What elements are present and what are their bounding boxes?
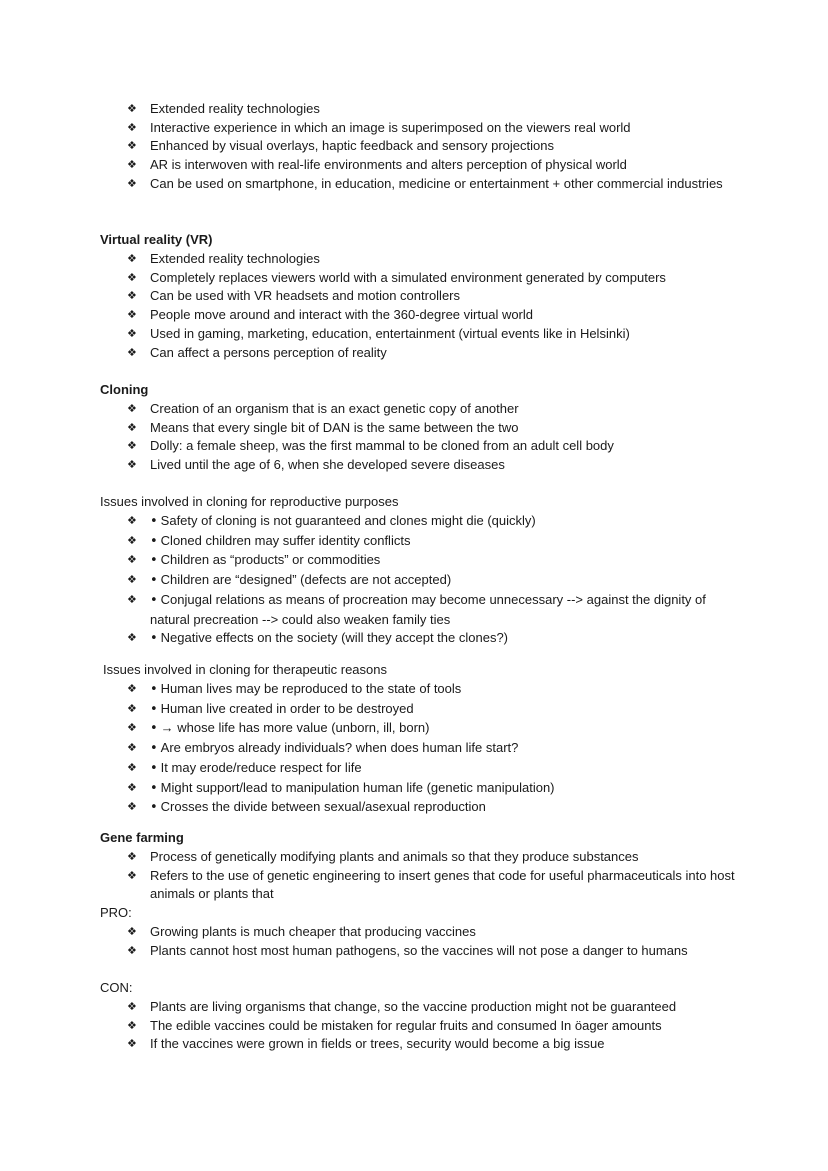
diamond-bullet-icon: ❖ [127, 721, 137, 735]
list-item [127, 571, 737, 591]
diamond-bullet-icon: ❖ [127, 345, 137, 359]
inline-dot-icon: • [150, 721, 158, 737]
cloning-heading: Cloning [100, 382, 149, 397]
diamond-bullet-icon: ❖ [127, 139, 137, 153]
list-item [127, 942, 737, 961]
list-item [127, 629, 737, 649]
diamond-bullet-icon: ❖ [127, 682, 137, 695]
gene-farming-list [127, 848, 737, 904]
list-item [127, 998, 737, 1017]
diamond-bullet-icon: ❖ [127, 289, 137, 303]
list-item [127, 137, 737, 156]
diamond-bullet-icon: ❖ [127, 402, 137, 415]
diamond-bullet-icon: ❖ [127, 439, 137, 453]
list-item-text: Human lives may be reproduced to the state of tools [160, 681, 462, 696]
list-item-text: Children are “designed” (defects are not accepted) [160, 572, 452, 588]
list-item-text: It may erode/reduce respect for life [160, 759, 362, 775]
list-item-text: Might support/lead to manipulation human life (genetic manipulation) [160, 779, 555, 795]
diamond-bullet-icon: ❖ [127, 925, 137, 938]
diamond-bullet-icon: ❖ [127, 592, 137, 606]
list-item [127, 250, 737, 269]
list-item-text: Refers to the use of genetic engineering to insert genes that code for useful pharmaceuticals into host animals or plants that [150, 867, 735, 902]
therapeutic-issues-list [127, 680, 737, 818]
diamond-bullet-icon: ❖ [127, 533, 137, 547]
list-item-text: Are embryos already individuals? when does human life start? [160, 740, 519, 756]
list-item [127, 400, 737, 419]
diamond-bullet-icon: ❖ [127, 943, 137, 957]
list-item [127, 591, 737, 629]
diamond-bullet-icon: ❖ [127, 158, 137, 172]
inline-dot-icon: • [150, 701, 158, 717]
reproductive-issues-list [127, 512, 737, 649]
list-item-text: Human live created in order to be destroyed [160, 700, 414, 716]
diamond-bullet-icon: ❖ [127, 420, 137, 434]
list-item-text: Extended reality technologies [150, 101, 320, 116]
inline-dot-icon: • [150, 780, 158, 796]
list-item-text: Lived until the age of 6, when she developed severe diseases [150, 457, 505, 473]
inline-dot-icon: • [150, 592, 158, 608]
diamond-bullet-icon: ❖ [127, 850, 137, 863]
diamond-bullet-icon: ❖ [127, 573, 137, 587]
list-item-text: Process of genetically modifying plants and animals so that they produce substances [150, 849, 639, 864]
inline-dot-icon: • [150, 573, 158, 589]
con-list [127, 998, 737, 1054]
list-item-text: Can affect a persons perception of reality [150, 344, 387, 360]
list-item-text: Conjugal relations as means of procreation may become unnecessary --> against the dignity of natural precreation --> could also weaken family ties [150, 591, 706, 627]
list-item-text: Dolly: a female sheep, was the first mammal to be cloned from an adult cell body [150, 438, 614, 454]
list-item-text: Crosses the divide between sexual/asexual reproduction [160, 799, 486, 815]
diamond-bullet-icon: ❖ [127, 760, 137, 774]
therapeutic-issues-heading: Issues involved in cloning for therapeutic reasons [103, 662, 387, 677]
list-item [127, 512, 737, 532]
list-item-text: Creation of an organism that is an exact genetic copy of another [150, 401, 519, 416]
list-item-text: Enhanced by visual overlays, haptic feedback and sensory projections [150, 138, 554, 154]
list-item-text: Children as “products” or commodities [160, 552, 381, 568]
pro-label: PRO: [100, 905, 132, 920]
diamond-bullet-icon: ❖ [127, 1000, 137, 1013]
diamond-bullet-icon: ❖ [127, 631, 137, 645]
list-item [127, 719, 737, 739]
inline-dot-icon: • [150, 514, 158, 529]
con-label: CON: [100, 980, 133, 995]
inline-dot-icon: • [150, 533, 158, 549]
list-item-text: If the vaccines were grown in fields or trees, security would become a big issue [150, 1036, 605, 1052]
list-item [127, 437, 737, 456]
list-item-text: The edible vaccines could be mistaken for regular fruits and consumed In öager amounts [150, 1017, 662, 1033]
list-item [127, 1035, 737, 1054]
list-item-text: Cloned children may suffer identity conflicts [160, 532, 411, 548]
diamond-bullet-icon: ❖ [127, 326, 137, 340]
list-item [127, 779, 737, 799]
list-item [127, 923, 737, 942]
list-item [127, 456, 737, 475]
cloning-list [127, 400, 737, 475]
list-item [127, 119, 737, 138]
list-item [127, 269, 737, 288]
diamond-bullet-icon: ❖ [127, 308, 137, 322]
list-item [127, 700, 737, 720]
inline-dot-icon: • [150, 760, 158, 776]
diamond-bullet-icon: ❖ [127, 458, 137, 472]
list-item [127, 867, 737, 904]
diamond-bullet-icon: ❖ [127, 514, 137, 527]
diamond-bullet-icon: ❖ [127, 780, 137, 794]
list-item-text: Growing plants is much cheaper that producing vaccines [150, 924, 476, 939]
list-item-text: AR is interwoven with real-life environments and alters perception of physical world [150, 157, 627, 173]
list-item [127, 419, 737, 438]
list-item-text: Used in gaming, marketing, education, entertainment (virtual events like in Helsinki) [150, 325, 630, 341]
diamond-bullet-icon: ❖ [127, 176, 137, 190]
list-item-text: Extended reality technologies [150, 251, 320, 266]
inline-dot-icon: • [150, 631, 158, 647]
vr-heading: Virtual reality (VR) [100, 232, 213, 247]
vr-list [127, 250, 737, 362]
ar-list [127, 100, 737, 194]
list-item [127, 532, 737, 552]
diamond-bullet-icon: ❖ [127, 1018, 137, 1032]
list-item-text: Can be used with VR headsets and motion controllers [150, 288, 461, 304]
diamond-bullet-icon: ❖ [127, 270, 137, 284]
diamond-bullet-icon: ❖ [127, 1037, 137, 1051]
diamond-bullet-icon: ❖ [127, 868, 137, 882]
inline-dot-icon: • [150, 682, 158, 697]
list-item [127, 1017, 737, 1036]
list-item [127, 325, 737, 344]
list-item [127, 100, 737, 119]
pro-list [127, 923, 737, 960]
diamond-bullet-icon: ❖ [127, 553, 137, 567]
list-item [127, 287, 737, 306]
diamond-bullet-icon: ❖ [127, 800, 137, 814]
list-item [127, 551, 737, 571]
list-item [127, 156, 737, 175]
list-item [127, 798, 737, 818]
list-item-text: → whose life has more value (unborn, ill, born) [160, 720, 430, 736]
diamond-bullet-icon: ❖ [127, 120, 137, 134]
diamond-bullet-icon: ❖ [127, 252, 137, 265]
list-item [127, 175, 737, 194]
list-item [127, 848, 737, 867]
list-item [127, 344, 737, 363]
reproductive-issues-heading: Issues involved in cloning for reproductive purposes [100, 494, 399, 509]
list-item-text: Completely replaces viewers world with a simulated environment generated by computers [150, 269, 666, 285]
gene-farming-heading: Gene farming [100, 830, 184, 845]
list-item-text: Interactive experience in which an image is superimposed on the viewers real world [150, 119, 631, 135]
list-item-text: Can be used on smartphone, in education, medicine or entertainment + other commercial industries [150, 175, 723, 191]
list-item-text: Safety of cloning is not guaranteed and clones might die (quickly) [160, 513, 536, 528]
list-item-text: Negative effects on the society (will they accept the clones?) [160, 630, 509, 646]
inline-dot-icon: • [150, 741, 158, 757]
list-item-text: Means that every single bit of DAN is the same between the two [150, 419, 519, 435]
inline-dot-icon: • [150, 800, 158, 816]
diamond-bullet-icon: ❖ [127, 102, 137, 115]
list-item-text: People move around and interact with the 360-degree virtual world [150, 307, 534, 323]
list-item [127, 739, 737, 759]
inline-dot-icon: • [150, 553, 158, 569]
diamond-bullet-icon: ❖ [127, 741, 137, 755]
list-item [127, 680, 737, 700]
diamond-bullet-icon: ❖ [127, 701, 137, 715]
list-item-text: Plants are living organisms that change, so the vaccine production might not be guaranteed [150, 999, 677, 1014]
list-item-text: Plants cannot host most human pathogens, so the vaccines will not pose a danger to humans [150, 942, 688, 958]
list-item [127, 759, 737, 779]
list-item [127, 306, 737, 325]
